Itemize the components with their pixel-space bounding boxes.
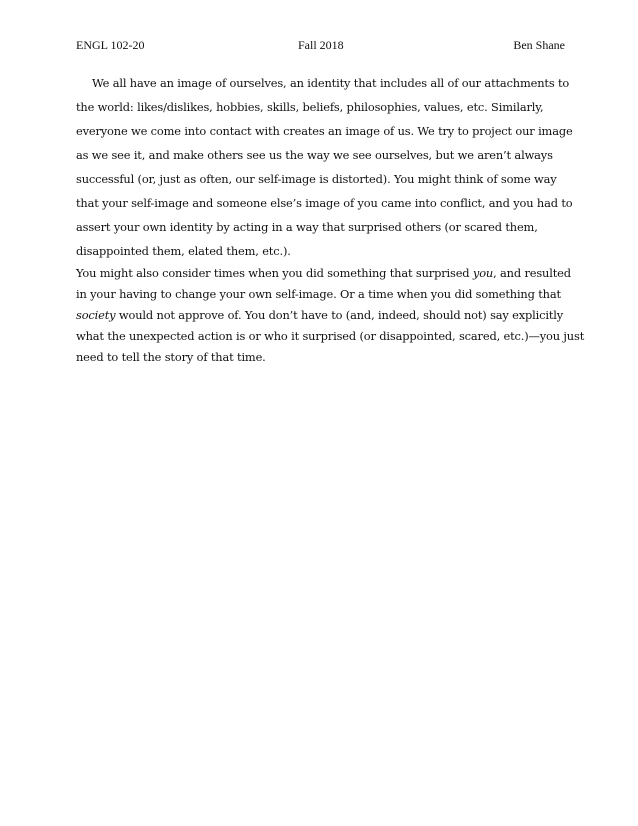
paragraph-line: successful (or, just as often, our self-image is distorted). You might think of some way: [76, 172, 557, 186]
paragraph-line: [76, 263, 571, 284]
header-course: ENGL 102-20: [76, 38, 145, 52]
paragraph-line: in your having to change your own self-image. Or a time when you did something that: [76, 287, 561, 301]
paragraph-line: that your self-image and someone else’s image of you came into conflict, and you had to: [76, 196, 573, 210]
paragraph-line: everyone we come into contact with creates an image of us. We try to project our image: [76, 124, 573, 138]
paragraph-line: the world: likes/dislikes, hobbies, skills, beliefs, philosophies, values, etc. Similarly,: [76, 100, 544, 114]
paragraph-identity: [76, 71, 573, 263]
paragraph-line: We all have an image of ourselves, an identity that includes all of our attachments to: [92, 76, 570, 90]
document-body: [76, 71, 585, 368]
emphasis-you: you: [472, 266, 494, 280]
paragraph-self-image: [76, 263, 585, 368]
header-term: Fall 2018: [298, 38, 344, 52]
paragraph-line: [76, 305, 565, 326]
text-run: You might also consider times when you did something that surprised: [76, 266, 473, 280]
paragraph-line: as we see it, and make others see us the way we see ourselves, but we aren’t always: [76, 148, 553, 162]
paragraph-line: disappointed them, elated them, etc.).: [76, 244, 291, 258]
paragraph-line: assert your own identity by acting in a way that surprised others (or scared them,: [76, 220, 538, 234]
paragraph-line: what the unexpected action is or who it surprised (or disappointed, scared, etc.)—you just: [76, 329, 585, 343]
emphasis-society: society: [76, 308, 116, 322]
text-run: , and resulted: [493, 266, 571, 280]
page-header: [76, 36, 565, 54]
header-author: Ben Shane: [513, 38, 565, 52]
text-run: would not approve of. You don’t have to (and, indeed, should not) say explicitly: [115, 308, 564, 322]
paragraph-line: need to tell the story of that time.: [76, 350, 266, 364]
